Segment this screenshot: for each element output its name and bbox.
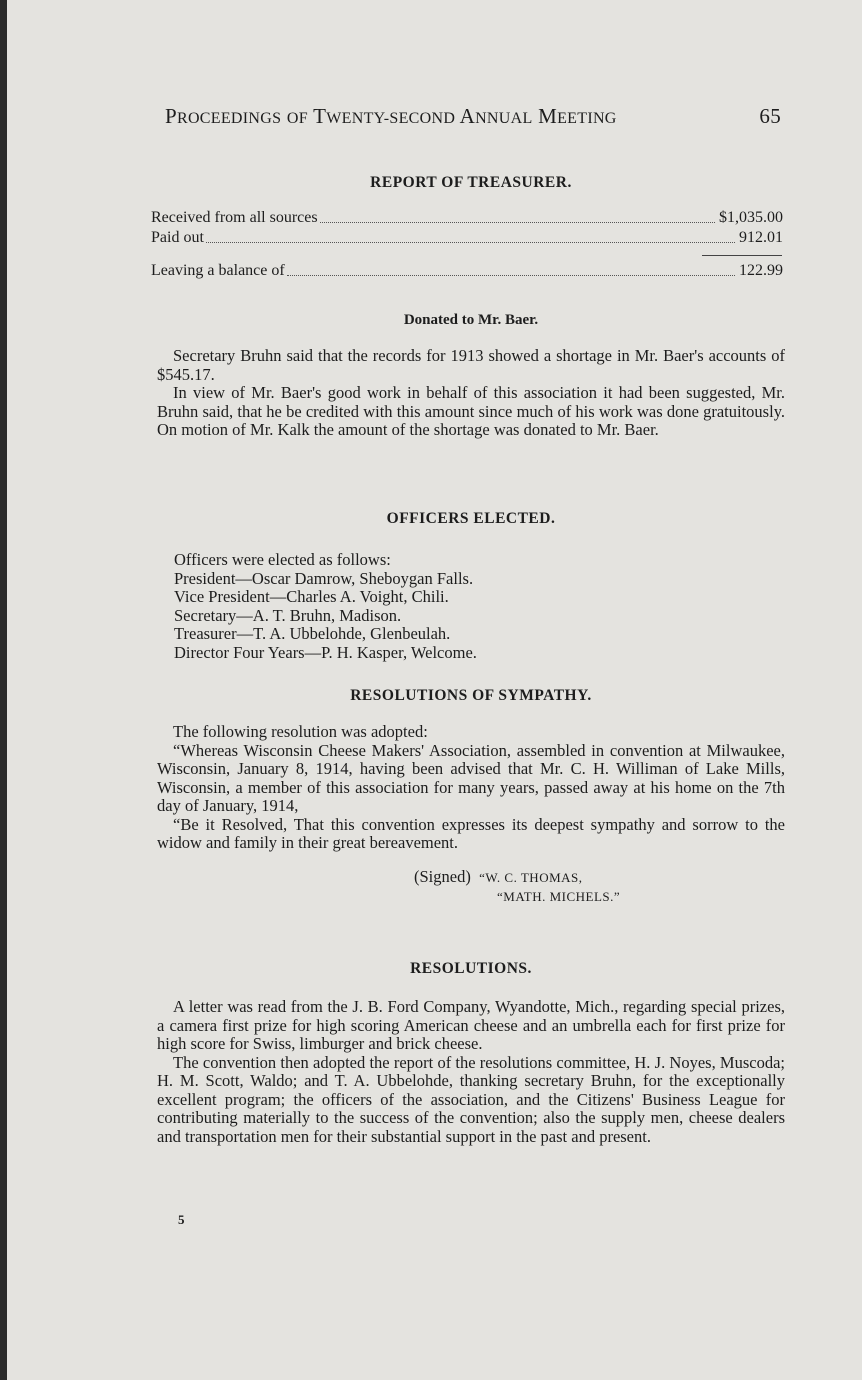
signature-line-2 — [497, 886, 620, 906]
header-word-4-initial: M — [538, 104, 558, 128]
treasurer-row-label: Paid out — [151, 229, 204, 246]
paragraph: The following resolution was adopted: — [173, 722, 428, 741]
treasurer-row-label: Received from all sources — [151, 209, 318, 226]
header-word-2-rest: WENTY-SECOND — [326, 110, 456, 127]
sum-rule — [702, 255, 782, 256]
donated-body — [157, 347, 785, 440]
officers-line: Officers were elected as follows: — [174, 550, 391, 569]
paragraph: In view of Mr. Baer's good work in behalf of this association it had been suggested, Mr. Bruhn said, that he be credited with this amount since much of his work was done gratuitously. On motion of Mr. Kalk the amount of the shortage was donated to Mr. Baer. — [157, 383, 785, 439]
paragraph: Secretary Bruhn said that the records for 1913 showed a shortage in Mr. Baer's accounts of $545.17. — [157, 346, 785, 384]
header-word-1-rest: ROCEEDINGS — [176, 110, 282, 127]
officers-line: Treasurer—T. A. Ubbelohde, Glenbeulah. — [174, 624, 451, 643]
header-word-1-initial: P — [165, 104, 177, 128]
page-number: 65 — [759, 104, 781, 128]
officers-line: President—Oscar Damrow, Sheboygan Falls. — [174, 568, 474, 588]
header-word-of: OF — [286, 110, 308, 127]
paragraph: A letter was read from the J. B. Ford Company, Wyandotte, Mich., regarding special prizes, a camera first prize for high scoring American cheese and an umbrella each for first prize for high score for Swiss, limburger and brick cheese. — [157, 997, 785, 1053]
header-word-2-initial: T — [313, 104, 327, 128]
treasurer-row-received — [151, 208, 783, 228]
treasurer-row-amount: 122.99 — [739, 262, 783, 279]
donated-heading: Donated to Mr. Baer. — [403, 312, 539, 328]
signer-name: “W. C. THOMAS, — [479, 870, 583, 885]
signer-name: “MATH. MICHELS.” — [497, 889, 621, 904]
treasurer-row-amount: $1,035.00 — [719, 209, 783, 226]
paragraph: “Whereas Wisconsin Cheese Makers' Association, assembled in convention at Milwaukee, Wisconsin, January 8, 1914, having been advised that Mr. C. H. Williman of Lake Mills, Wisconsin, a member of this association for many years, passed away at his home on the 7th day of January, 1914, — [157, 740, 785, 815]
treasurer-row-amount: 912.01 — [739, 229, 783, 246]
header-word-3-initial: A — [459, 104, 476, 128]
running-header — [165, 104, 785, 129]
resolutions-body — [157, 998, 785, 1146]
sympathy-heading: RESOLUTIONS OF SYMPATHY. — [350, 687, 592, 704]
officers-list — [174, 551, 477, 662]
officers-heading: OFFICERS ELECTED. — [386, 510, 556, 527]
paragraph: “Be it Resolved, That this convention expresses its deepest sympathy and sorrow to the widow and family in their great bereavement. — [157, 814, 785, 852]
officers-line: Vice President—Charles A. Voight, Chili. — [174, 587, 449, 606]
paragraph: The convention then adopted the report of the resolutions committee, H. J. Noyes, Muscoda; H. M. Scott, Waldo; and T. A. Ubbelohde, thanking secretary Bruhn, for the exceptionally excellent program; the officers of the association, and the Citizens' Business League for contributing materially to the success of the convention; also the supply men, cheese dealers and transportation men for their substantial support in the past and present. — [157, 1052, 785, 1146]
leader-dots — [320, 208, 715, 223]
header-word-3-rest: NNUAL — [475, 110, 533, 127]
leader-dots — [287, 261, 735, 276]
leader-dots — [206, 228, 735, 243]
officers-line: Director Four Years—P. H. Kasper, Welcome. — [174, 642, 477, 662]
treasurer-row-label: Leaving a balance of — [151, 262, 285, 279]
sympathy-body — [157, 723, 785, 853]
treasurer-row-paid — [151, 228, 783, 248]
signature-line-1 — [414, 867, 583, 887]
officers-line: Secretary—A. T. Bruhn, Madison. — [174, 605, 402, 625]
header-word-4-rest: EETING — [557, 110, 617, 127]
signed-label: (Signed) — [414, 867, 471, 886]
treasurer-row-balance — [151, 261, 783, 281]
treasurer-heading: REPORT OF TREASURER. — [370, 174, 572, 191]
resolutions-heading: RESOLUTIONS. — [410, 960, 532, 977]
signature-mark: 5 — [178, 1212, 185, 1227]
